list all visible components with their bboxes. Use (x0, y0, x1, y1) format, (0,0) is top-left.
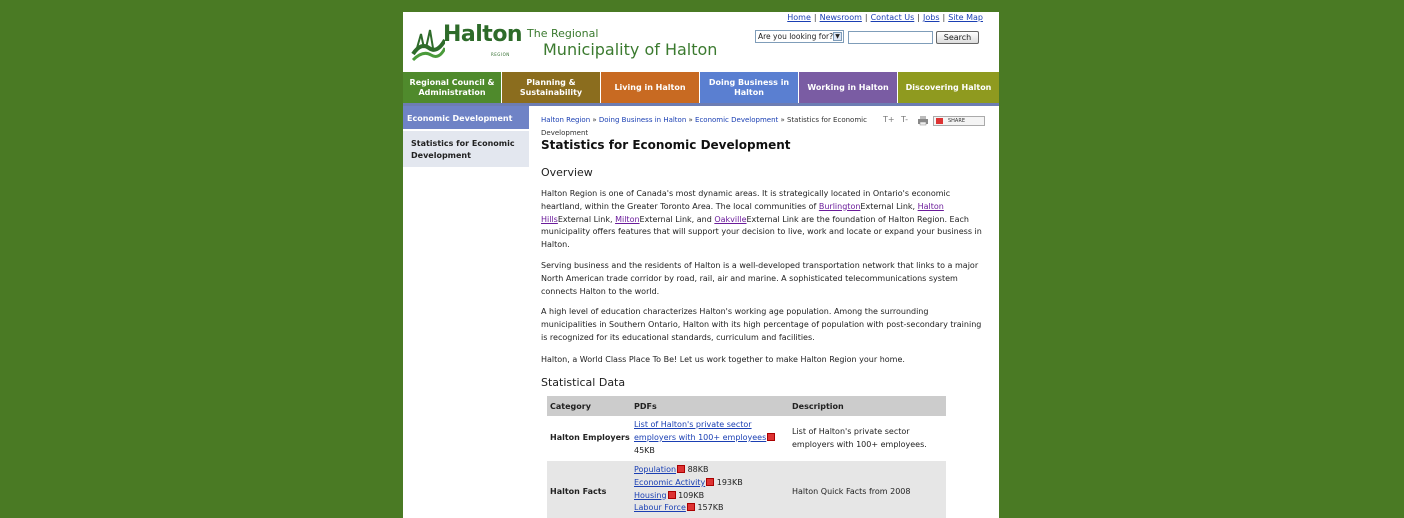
page-tools (883, 115, 991, 127)
tab-living[interactable]: Living in Halton (601, 72, 700, 103)
top-strip (403, 0, 999, 12)
row-category: Halton Employers (550, 433, 630, 442)
population-pdf-link[interactable]: Population (634, 465, 677, 474)
employers-pdf-link[interactable]: List of Halton's private sector employers with 100+ employees (634, 420, 767, 442)
text-decrease-icon[interactable]: T- (901, 115, 909, 124)
economic-activity-pdf-link[interactable]: Economic Activity (634, 477, 706, 487)
file-size: 88KB (687, 465, 709, 474)
site-map-link[interactable]: Site Map (948, 13, 983, 22)
breadcrumb-halton-region[interactable]: Halton Region (541, 116, 591, 124)
burlington-link[interactable]: Burlington (818, 201, 861, 211)
pdf-icon (677, 465, 685, 473)
logo-sub: REGION (491, 52, 510, 57)
table-header (547, 396, 946, 416)
housing-pdf-link[interactable]: Housing (634, 490, 667, 500)
row-description: List of Halton's private sector employers with 100+ employees. (792, 427, 927, 449)
pdf-icon (687, 503, 695, 511)
tab-discovering[interactable]: Discovering Halton (898, 72, 999, 103)
share-icon (936, 118, 943, 124)
file-size: 45KB (634, 445, 655, 455)
file-size: 157KB (697, 503, 724, 513)
overview-paragraph-3: A high level of education characterizes Halton's working age population. Among the surrounding municipalities in Southern Ontario, Halton with its high percentage of population with post-secondary training is recognized for its educational standards, curriculum and facilities. (541, 307, 982, 342)
statistical-data-heading: Statistical Data (541, 376, 626, 389)
main-nav (403, 72, 999, 103)
table-row (547, 416, 946, 461)
row-category: Halton Facts (550, 487, 607, 496)
header-pdfs: PDFs (634, 402, 657, 411)
pdf-icon (706, 478, 714, 486)
jobs-link[interactable]: Jobs (923, 13, 940, 22)
overview-paragraph-4: Halton, a World Class Place To Be! Let us work together to make Halton Region your home. (541, 355, 905, 364)
overview-paragraph-2: Serving business and the residents of Halton is a well-developed transportation network that links to a major North American trade corridor by road, rail, air and marine. A sophisticated telecommunications system connects Halton to the world. (541, 261, 979, 296)
page (403, 0, 999, 518)
row-description: Halton Quick Facts from 2008 (792, 487, 911, 496)
breadcrumb-doing-business[interactable]: Doing Business in Halton (598, 116, 687, 124)
search-input[interactable] (848, 31, 933, 44)
halton-hills-link[interactable]: Halton Hills (541, 201, 944, 224)
pdf-icon (767, 433, 775, 441)
logo-wordmark: Halton (443, 22, 523, 47)
file-size: 109KB (678, 490, 705, 500)
overview-paragraph-1: Halton Region is one of Canada's most dynamic areas. It is strategically located in Ontario's economic heartland, within the Greater Toronto Area. The local communities of BurlingtonExternal Link, Halton HillsExternal Link, MiltonExternal Link, and OakvilleExternal Link are the foundation of Halton Region. Each municipality offers features that will support your decision to live, work and locate or expand your business in Halton. (541, 189, 982, 250)
file-size: 193KB (716, 477, 743, 487)
page-title: Statistics for Economic Development (541, 138, 791, 152)
breadcrumb: Halton Region » Doing Business in Halton » Economic Development » Statistics for Economic Development (541, 116, 867, 137)
site-header (403, 12, 999, 72)
sidebar (403, 106, 529, 518)
oakville-link[interactable]: Oakville (714, 214, 747, 224)
header-description: Description (792, 402, 844, 411)
breadcrumb-current: Statistics for Economic Development (541, 116, 867, 137)
tab-planning[interactable]: Planning & Sustainability (502, 72, 601, 103)
labour-force-pdf-link[interactable]: Labour Force (634, 503, 686, 513)
tab-regional-council[interactable]: Regional Council & Administration (403, 72, 502, 103)
print-icon[interactable] (917, 115, 929, 126)
main-content (541, 106, 989, 518)
sidebar-heading[interactable]: Economic Development (403, 106, 529, 129)
looking-for-value: Are you looking for? (758, 32, 834, 41)
table-row (547, 461, 946, 518)
tab-working[interactable]: Working in Halton (799, 72, 898, 103)
tab-doing-business[interactable]: Doing Business in Halton (700, 72, 799, 103)
share-label: SHARE (948, 118, 965, 124)
header-category: Category (550, 402, 591, 411)
chevron-down-icon: ▼ (833, 32, 842, 41)
milton-link[interactable]: Milton (615, 214, 640, 224)
search-button[interactable]: Search (936, 31, 979, 44)
home-link[interactable]: Home (787, 13, 811, 22)
pdf-icon (668, 491, 676, 499)
halton-logo[interactable] (411, 22, 521, 66)
tagline-line2: Municipality of Halton (543, 40, 718, 59)
sidebar-item-statistics[interactable]: Statistics for Economic Development (403, 131, 529, 167)
newsroom-link[interactable]: Newsroom (819, 13, 862, 22)
breadcrumb-economic-development[interactable]: Economic Development (695, 116, 779, 124)
looking-for-select[interactable] (755, 30, 844, 43)
contact-us-link[interactable]: Contact Us (870, 13, 915, 22)
wave-logo-icon (411, 28, 445, 62)
text-increase-icon[interactable]: T+ (883, 115, 895, 124)
share-button[interactable] (933, 116, 985, 126)
tagline-line1: The Regional (527, 27, 599, 40)
overview-heading: Overview (541, 166, 593, 179)
utility-links: Home | Newsroom | Contact Us | Jobs | Site Map (787, 13, 983, 22)
